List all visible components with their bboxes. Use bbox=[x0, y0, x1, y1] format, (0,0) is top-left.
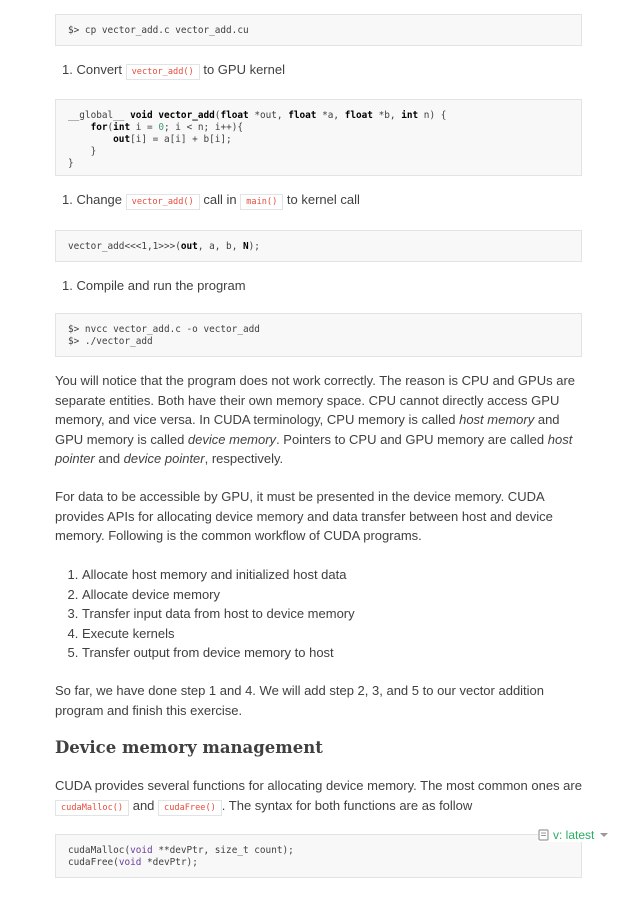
step-number: 1. bbox=[62, 192, 73, 207]
code-token: cudaFree( bbox=[68, 857, 119, 868]
code-token: i = bbox=[135, 122, 153, 133]
text-run: CUDA provides several functions for allocating device memory. The most common ones are bbox=[55, 778, 582, 793]
code-line: $> cp vector_add.c vector_add.cu bbox=[68, 25, 249, 36]
step-number: 1. bbox=[62, 62, 73, 77]
code-block-copy bbox=[55, 14, 582, 46]
code-token: for bbox=[90, 122, 108, 133]
code-token: [i] = a[i] + b[i]; bbox=[130, 134, 232, 145]
caret-down-icon[interactable] bbox=[600, 833, 608, 837]
code-token: *a, bbox=[322, 110, 340, 121]
step-text: Change bbox=[76, 192, 123, 207]
code-token: n) { bbox=[423, 110, 447, 121]
code-token: vector_add<<<1,1>>>( bbox=[68, 241, 181, 252]
text-run: and GPU memory is called bbox=[55, 412, 560, 447]
list-item: 5. Transfer output from device memory to host bbox=[82, 643, 582, 663]
code-block-kernel-call bbox=[55, 230, 582, 262]
list-item: 4. Execute kernels bbox=[82, 624, 582, 644]
text-run: , respectively. bbox=[204, 451, 284, 466]
code-token: } bbox=[68, 158, 74, 169]
text-run: . The syntax for both functions are as follow bbox=[221, 797, 473, 813]
code-token: float bbox=[288, 110, 317, 121]
code-block-kernel: __global__ void vector_add(float *out, float *a, float *b, int n) { for(int i = 0; i < n; i++){ out[i] = a[i] + b[i]; } } bbox=[55, 99, 582, 176]
code-token: , a, b, bbox=[197, 241, 243, 252]
code-token: void bbox=[130, 110, 153, 121]
code-token: ; i < n; i++){ bbox=[164, 122, 244, 133]
version-label[interactable]: v: latest bbox=[553, 828, 595, 842]
step-text: Convert bbox=[76, 62, 122, 77]
text-run: . Pointers to CPU and GPU memory are called bbox=[276, 431, 548, 447]
paragraph-device-memory: For data to be accessible by GPU, it must be presented in the device memory. CUDA provides APIs for allocating device memory and data transfer between host and device memory. Following is the common workflow of CUDA programs. bbox=[55, 489, 553, 543]
workflow-list bbox=[62, 565, 582, 663]
emphasis: host memory bbox=[459, 412, 535, 427]
code-token: N bbox=[242, 241, 249, 252]
text-run: and bbox=[132, 797, 155, 813]
code-line: $> nvcc vector_add.c -o vector_add bbox=[68, 324, 260, 335]
step-number: 1. bbox=[62, 278, 73, 293]
version-selector[interactable] bbox=[538, 828, 608, 842]
inline-code: main() bbox=[240, 194, 283, 210]
code-token: out bbox=[180, 241, 198, 252]
code-token: *devPtr); bbox=[141, 857, 198, 868]
step-text: call in bbox=[203, 192, 237, 207]
emphasis: device memory bbox=[187, 431, 277, 447]
code-block-syntax bbox=[55, 834, 582, 878]
list-item: 2. Allocate device memory bbox=[82, 585, 582, 605]
code-token: ); bbox=[248, 241, 260, 252]
code-line: $> ./vector_add bbox=[68, 336, 153, 347]
emphasis: device pointer bbox=[123, 451, 205, 466]
paragraph-progress: So far, we have done step 1 and 4. We will add step 2, 3, and 5 to our vector addition program and finish this exercise. bbox=[55, 683, 545, 718]
book-icon bbox=[538, 829, 549, 841]
code-token: float bbox=[220, 110, 249, 121]
code-block-compile bbox=[55, 313, 582, 357]
paragraph-memory-spaces bbox=[55, 371, 582, 469]
step-text: Compile and run the program bbox=[76, 278, 246, 293]
section-heading: Device memory management bbox=[55, 738, 323, 757]
code-token: void bbox=[130, 845, 153, 856]
code-token: out bbox=[113, 134, 131, 145]
list-item: 3. Transfer input data from host to device memory bbox=[82, 604, 582, 624]
step-convert bbox=[62, 60, 285, 82]
step-text: to GPU kernel bbox=[203, 62, 285, 77]
emphasis: host pointer bbox=[55, 431, 573, 466]
code-token: *b, bbox=[378, 110, 396, 121]
text-run: You will notice that the program does not work correctly. The reason is CPU and GPUs are separate entities. Both have their own memory space. CPU cannot directly access GPU memory, and vice versa. In CUDA terminology, CPU memory is called bbox=[55, 373, 576, 427]
inline-code: vector_add() bbox=[126, 64, 200, 80]
code-token: *out, bbox=[254, 110, 283, 121]
inline-code: cudaFree() bbox=[158, 800, 222, 816]
paragraph-cuda-functions bbox=[55, 776, 582, 818]
code-token: void bbox=[118, 857, 142, 868]
step-change bbox=[62, 190, 360, 212]
code-token: float bbox=[344, 110, 373, 121]
code-token: 0 bbox=[158, 122, 165, 133]
list-item: 1. Allocate host memory and initialized host data bbox=[82, 565, 582, 585]
text-run: and bbox=[94, 451, 124, 466]
inline-code: cudaMalloc() bbox=[55, 800, 129, 816]
step-compile bbox=[62, 276, 246, 295]
code-token: **devPtr, size_t count); bbox=[152, 845, 294, 856]
code-token: int bbox=[113, 122, 131, 133]
step-text: to kernel call bbox=[286, 192, 360, 207]
inline-code: vector_add() bbox=[126, 194, 200, 210]
code-token: } bbox=[90, 146, 97, 157]
code-token: cudaMalloc( bbox=[68, 845, 131, 856]
code-token: int bbox=[401, 110, 419, 121]
code-token: vector_add bbox=[158, 110, 215, 121]
code-token: __global__ bbox=[68, 110, 125, 121]
